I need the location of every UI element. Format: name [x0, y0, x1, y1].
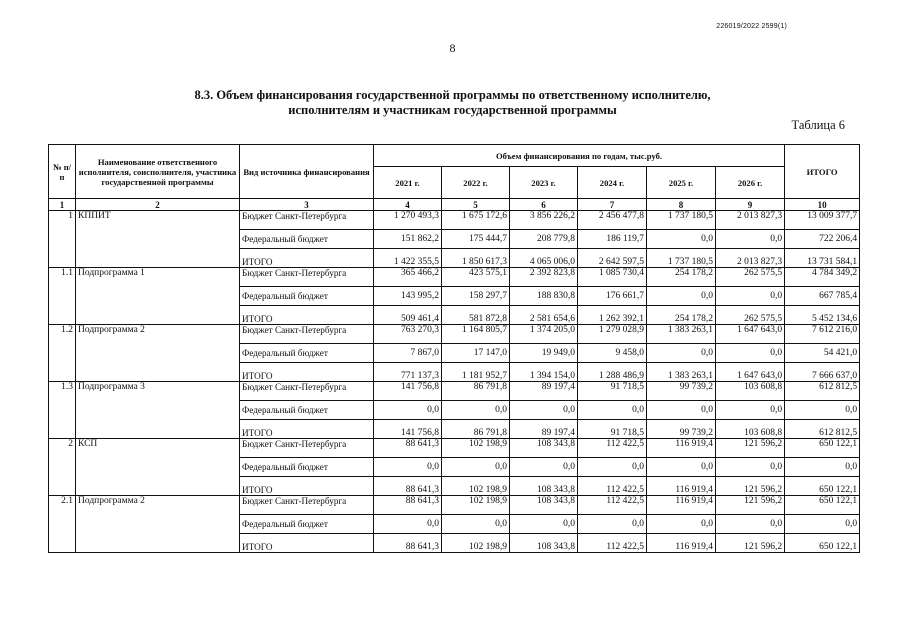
funding-source: Бюджет Санкт-Петербурга [240, 211, 374, 230]
participant-name: Подпрограмма 2 [76, 496, 240, 553]
row-total: 5 452 134,6 [785, 306, 860, 325]
year-value: 1 647 643,0 [716, 363, 785, 382]
year-value: 17 147,0 [442, 344, 510, 363]
year-value: 1 737 180,5 [647, 249, 716, 268]
year-value: 0,0 [578, 515, 647, 534]
year-value: 103 608,8 [716, 382, 785, 401]
table-body [49, 211, 860, 553]
year-value: 121 596,2 [716, 496, 785, 515]
participant-name: Подпрограмма 1 [76, 268, 240, 325]
table-row [49, 325, 860, 344]
header-year: 2026 г. [716, 167, 785, 199]
year-value: 116 919,4 [647, 496, 716, 515]
funding-source: Бюджет Санкт-Петербурга [240, 496, 374, 515]
funding-source: ИТОГО [240, 249, 374, 268]
year-value: 143 995,2 [374, 287, 442, 306]
row-total: 13 009 377,7 [785, 211, 860, 230]
year-value: 102 198,9 [442, 496, 510, 515]
year-value: 19 949,0 [510, 344, 578, 363]
row-total: 612 812,5 [785, 420, 860, 439]
funding-source: Федеральный бюджет [240, 458, 374, 477]
year-value: 0,0 [716, 458, 785, 477]
year-value: 86 791,8 [442, 382, 510, 401]
row-total: 54 421,0 [785, 344, 860, 363]
year-value: 121 596,2 [716, 477, 785, 496]
financing-table [48, 144, 860, 553]
year-value: 0,0 [647, 344, 716, 363]
row-number: 2.1 [49, 496, 76, 553]
year-value: 0,0 [716, 515, 785, 534]
year-value: 112 422,5 [578, 439, 647, 458]
year-value: 0,0 [374, 515, 442, 534]
column-index: 5 [442, 199, 510, 211]
year-value: 121 596,2 [716, 534, 785, 553]
year-value: 423 575,1 [442, 268, 510, 287]
header-year: 2022 г. [442, 167, 510, 199]
funding-source: ИТОГО [240, 363, 374, 382]
row-total: 13 731 584,1 [785, 249, 860, 268]
year-value: 0,0 [442, 515, 510, 534]
year-value: 0,0 [716, 344, 785, 363]
year-value: 151 862,2 [374, 230, 442, 249]
funding-source: ИТОГО [240, 420, 374, 439]
header-year: 2024 г. [578, 167, 647, 199]
document-id: 226019/2022 2599(1) [716, 23, 787, 30]
year-value: 1 279 028,9 [578, 325, 647, 344]
year-value: 112 422,5 [578, 477, 647, 496]
year-value: 0,0 [647, 458, 716, 477]
participant-name: Подпрограмма 2 [76, 325, 240, 382]
year-value: 1 647 643,0 [716, 325, 785, 344]
year-value: 0,0 [510, 515, 578, 534]
year-value: 0,0 [578, 458, 647, 477]
year-value: 112 422,5 [578, 534, 647, 553]
header-year: 2025 г. [647, 167, 716, 199]
table-row [49, 211, 860, 230]
year-value: 116 919,4 [647, 439, 716, 458]
year-value: 108 343,8 [510, 477, 578, 496]
column-index: 10 [785, 199, 860, 211]
year-value: 0,0 [647, 401, 716, 420]
column-index: 8 [647, 199, 716, 211]
year-value: 0,0 [578, 401, 647, 420]
year-value: 2 581 654,6 [510, 306, 578, 325]
column-index-row [49, 199, 860, 211]
participant-name: КСП [76, 439, 240, 496]
year-value: 102 198,9 [442, 534, 510, 553]
funding-source: ИТОГО [240, 534, 374, 553]
year-value: 1 422 355,5 [374, 249, 442, 268]
year-value: 141 756,8 [374, 420, 442, 439]
row-total: 612 812,5 [785, 382, 860, 401]
column-index: 6 [510, 199, 578, 211]
page-number: 8 [449, 41, 456, 55]
year-value: 0,0 [647, 287, 716, 306]
year-value: 1 737 180,5 [647, 211, 716, 230]
row-total: 650 122,1 [785, 496, 860, 515]
year-value: 0,0 [510, 401, 578, 420]
year-value: 99 739,2 [647, 420, 716, 439]
year-value: 2 013 827,3 [716, 249, 785, 268]
year-value: 763 270,3 [374, 325, 442, 344]
funding-source: Федеральный бюджет [240, 401, 374, 420]
funding-source: Федеральный бюджет [240, 515, 374, 534]
year-value: 365 466,2 [374, 268, 442, 287]
section-title [0, 88, 905, 118]
year-value: 86 791,8 [442, 420, 510, 439]
row-number: 1.1 [49, 268, 76, 325]
row-number: 1.3 [49, 382, 76, 439]
year-value: 116 919,4 [647, 534, 716, 553]
year-value: 188 830,8 [510, 287, 578, 306]
year-value: 91 718,5 [578, 382, 647, 401]
year-value: 108 343,8 [510, 439, 578, 458]
year-value: 1 164 805,7 [442, 325, 510, 344]
year-value: 108 343,8 [510, 534, 578, 553]
column-index: 4 [374, 199, 442, 211]
year-value: 9 458,0 [578, 344, 647, 363]
row-total: 0,0 [785, 401, 860, 420]
year-value: 581 872,8 [442, 306, 510, 325]
year-value: 1 850 617,3 [442, 249, 510, 268]
title-line-1: 8.3. Объем финансирования государственной программы по ответственному исполнителю, [194, 88, 711, 102]
year-value: 102 198,9 [442, 477, 510, 496]
year-value: 91 718,5 [578, 420, 647, 439]
year-value: 116 919,4 [647, 477, 716, 496]
participant-name: КППИТ [76, 211, 240, 268]
funding-source: Бюджет Санкт-Петербурга [240, 439, 374, 458]
year-value: 1 181 952,7 [442, 363, 510, 382]
funding-source: ИТОГО [240, 477, 374, 496]
year-value: 112 422,5 [578, 496, 647, 515]
header-volume: Объем финансирования по годам, тыс.руб. [374, 145, 785, 167]
year-value: 175 444,7 [442, 230, 510, 249]
year-value: 7 867,0 [374, 344, 442, 363]
column-index: 7 [578, 199, 647, 211]
year-value: 254 178,2 [647, 268, 716, 287]
year-value: 0,0 [442, 458, 510, 477]
row-total: 4 784 349,2 [785, 268, 860, 287]
year-value: 0,0 [647, 515, 716, 534]
year-value: 2 456 477,8 [578, 211, 647, 230]
row-total: 7 666 637,0 [785, 363, 860, 382]
participant-name: Подпрограмма 3 [76, 382, 240, 439]
year-value: 141 756,8 [374, 382, 442, 401]
header-name: Наименование ответственного исполнителя, соисполнителя, участника государственной программы [76, 145, 240, 199]
year-value: 509 461,4 [374, 306, 442, 325]
header-source: Вид источника финансирования [240, 145, 374, 199]
funding-source: Федеральный бюджет [240, 344, 374, 363]
year-value: 99 739,2 [647, 382, 716, 401]
year-value: 4 065 006,0 [510, 249, 578, 268]
row-total: 650 122,1 [785, 439, 860, 458]
header-number: № п/п [49, 145, 76, 199]
table-label: Таблица 6 [791, 118, 845, 132]
year-value: 176 661,7 [578, 287, 647, 306]
year-value: 0,0 [442, 401, 510, 420]
year-value: 0,0 [374, 401, 442, 420]
year-value: 158 297,7 [442, 287, 510, 306]
header-year: 2021 г. [374, 167, 442, 199]
year-value: 208 779,8 [510, 230, 578, 249]
funding-source: ИТОГО [240, 306, 374, 325]
year-value: 88 641,3 [374, 477, 442, 496]
year-value: 0,0 [716, 230, 785, 249]
row-number: 1.2 [49, 325, 76, 382]
year-value: 88 641,3 [374, 496, 442, 515]
year-value: 0,0 [647, 230, 716, 249]
year-value: 1 374 205,0 [510, 325, 578, 344]
year-value: 108 343,8 [510, 496, 578, 515]
year-value: 1 675 172,6 [442, 211, 510, 230]
year-value: 2 392 823,8 [510, 268, 578, 287]
year-value: 1 270 493,3 [374, 211, 442, 230]
row-number: 1 [49, 211, 76, 268]
table-row [49, 439, 860, 458]
year-value: 88 641,3 [374, 534, 442, 553]
year-value: 1 262 392,1 [578, 306, 647, 325]
year-value: 3 856 226,2 [510, 211, 578, 230]
column-index: 1 [49, 199, 76, 211]
year-value: 262 575,5 [716, 306, 785, 325]
funding-source: Федеральный бюджет [240, 230, 374, 249]
year-value: 103 608,8 [716, 420, 785, 439]
column-index: 3 [240, 199, 374, 211]
funding-source: Бюджет Санкт-Петербурга [240, 268, 374, 287]
funding-source: Бюджет Санкт-Петербурга [240, 382, 374, 401]
year-value: 89 197,4 [510, 382, 578, 401]
year-value: 0,0 [510, 458, 578, 477]
year-value: 0,0 [716, 401, 785, 420]
row-total: 722 206,4 [785, 230, 860, 249]
year-value: 1 085 730,4 [578, 268, 647, 287]
year-value: 1 288 486,9 [578, 363, 647, 382]
header-total: ИТОГО [785, 145, 860, 199]
year-value: 2 013 827,3 [716, 211, 785, 230]
row-total: 667 785,4 [785, 287, 860, 306]
header-year: 2023 г. [510, 167, 578, 199]
row-total: 650 122,1 [785, 534, 860, 553]
year-value: 89 197,4 [510, 420, 578, 439]
year-value: 121 596,2 [716, 439, 785, 458]
row-number: 2 [49, 439, 76, 496]
funding-source: Федеральный бюджет [240, 287, 374, 306]
row-total: 650 122,1 [785, 477, 860, 496]
year-value: 1 383 263,1 [647, 325, 716, 344]
funding-source: Бюджет Санкт-Петербурга [240, 325, 374, 344]
row-total: 0,0 [785, 515, 860, 534]
year-value: 88 641,3 [374, 439, 442, 458]
year-value: 2 642 597,5 [578, 249, 647, 268]
row-total: 0,0 [785, 458, 860, 477]
year-value: 0,0 [374, 458, 442, 477]
title-line-2: исполнителям и участникам государственной программы [288, 103, 617, 117]
table-row [49, 382, 860, 401]
year-value: 262 575,5 [716, 268, 785, 287]
table-row [49, 496, 860, 515]
year-value: 1 383 263,1 [647, 363, 716, 382]
column-index: 9 [716, 199, 785, 211]
year-value: 0,0 [716, 287, 785, 306]
row-total: 7 612 216,0 [785, 325, 860, 344]
year-value: 102 198,9 [442, 439, 510, 458]
year-value: 771 137,3 [374, 363, 442, 382]
year-value: 1 394 154,0 [510, 363, 578, 382]
year-value: 186 119,7 [578, 230, 647, 249]
year-value: 254 178,2 [647, 306, 716, 325]
column-index: 2 [76, 199, 240, 211]
table-row [49, 268, 860, 287]
